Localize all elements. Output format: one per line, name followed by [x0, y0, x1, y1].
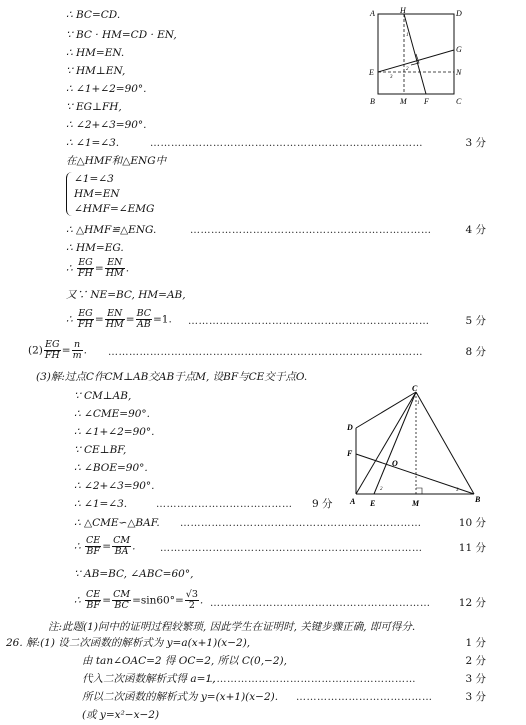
label-F: F: [424, 97, 429, 106]
proof-line: ∵ EG⊥FH,: [66, 101, 122, 113]
label-B: B: [475, 495, 481, 504]
label-G: G: [456, 45, 462, 54]
proof-line: 又∵ NE=BC, HM=AB,: [66, 289, 186, 301]
angle-3: 3: [456, 488, 459, 493]
label-D: D: [347, 423, 353, 432]
score-label: 1 分: [465, 637, 486, 649]
label-M: M: [412, 499, 420, 508]
score-label: 11 分: [458, 542, 486, 554]
label-H: H: [400, 6, 406, 15]
label-A: A: [370, 9, 375, 18]
right-angle-mark: [416, 488, 422, 494]
geometry-figure-square: [366, 6, 466, 110]
proof-line: ∵ AB=BC, ∠ABC=60°,: [74, 568, 194, 580]
score-leader: ………………………………………………………: [210, 598, 431, 609]
segment-dc: [356, 392, 416, 428]
label-C: C: [456, 97, 462, 106]
proof-line: ∴ HM=EN.: [66, 47, 125, 59]
label-A: A: [350, 497, 356, 506]
proof-line: ∴ ∠2+∠3=90°.: [74, 480, 155, 492]
note-line: 注:此题(1)问中的证明过程较繁琐, 因此学生在证明时, 关键步骤正确, 即可得分.: [48, 621, 416, 633]
segment-bc: [416, 392, 474, 494]
proof-line: ∠1=∠3: [74, 173, 114, 185]
proof-line: ∴ ∠CME=90°.: [74, 408, 151, 420]
question-26-line: 26. 解:(1) 设二次函数的解析式为 y=a(x+1)(x−2),: [6, 637, 251, 649]
fraction-equation: ∴ $\frac{EG}{FH}$ = $\frac{EN}{HM}$ .: [66, 257, 130, 279]
label-F: F: [347, 449, 353, 458]
score-label: 12 分: [458, 597, 486, 609]
score-leader: …………………………………: [296, 692, 433, 703]
angle-1: 1: [417, 401, 420, 406]
score-leader: …………………………………: [156, 499, 293, 510]
proof-line: ∴ BC=CD.: [66, 9, 121, 21]
segment-ca: [356, 392, 416, 494]
segment-eg: [378, 50, 454, 72]
proof-line: ∴ HM=EG.: [66, 242, 124, 254]
proof-line: ∴ ∠2+∠3=90°.: [66, 119, 147, 131]
proof-line: ∠HMF=∠EMG: [74, 203, 155, 215]
segment-hf: [404, 14, 426, 94]
score-label: 10 分: [458, 517, 486, 529]
angle-3: 3: [390, 75, 393, 80]
score-leader: ………………………………………………………………………………: [108, 347, 423, 358]
proof-line: 代入二次函数解析式得 a=1,: [82, 673, 216, 685]
score-label: 3 分: [465, 691, 486, 703]
label-E: E: [370, 499, 376, 508]
label-E: E: [369, 68, 374, 77]
score-label: 4 分: [465, 224, 486, 236]
score-leader: ……………………………………………………………: [190, 225, 432, 236]
proof-line: ∴ ∠BOE=90°.: [74, 462, 148, 474]
score-leader: ……………………………………………………………: [188, 316, 430, 327]
fraction-equation: ∴ $\frac{CE}{BF}$ = $\frac{CM}{BC}$ =sin60°= $\frac{√3}{2}$ .: [74, 589, 204, 611]
proof-line: ∴ ∠1+∠2=90°.: [74, 426, 155, 438]
label-D: D: [456, 9, 462, 18]
score-leader: ……………………………………………………: [206, 674, 416, 685]
label-C: C: [412, 384, 418, 393]
angle-2: 2: [406, 67, 409, 72]
proof-line: ∵ CE⊥BF,: [74, 444, 127, 456]
score-label: 2 分: [465, 655, 486, 667]
proof-line: ∴ ∠1=∠3.: [74, 498, 128, 510]
proof-line: ∴ △CME∽△BAF.: [74, 517, 160, 529]
proof-line: 在△HMF和△ENG中: [66, 155, 167, 167]
proof-line: ∴ △HMF≌△ENG.: [66, 224, 157, 236]
proof-line: ∴ ∠1=∠3.: [66, 137, 120, 149]
segment-ce: [374, 392, 416, 494]
angle-1: 1: [406, 33, 409, 38]
system-brace: [66, 172, 73, 216]
score-label: 3 分: [465, 137, 486, 149]
geometry-figure-triangle: [344, 384, 484, 512]
score-label: 9 分: [312, 498, 333, 510]
angle-2: 2: [380, 487, 383, 492]
fraction-equation: ∴ $\frac{CE}{BF}$ = $\frac{CM}{BA}$ .: [74, 535, 136, 557]
proof-line: (或 y=x²−x−2): [82, 709, 160, 721]
score-leader: …………………………………………………………………: [160, 543, 423, 554]
fraction-equation: (2) $\frac{EG}{FH}$ = $\frac{n}{m}$ .: [28, 339, 87, 361]
proof-line: ∵ HM⊥EN,: [66, 65, 126, 77]
proof-line: ∵ CM⊥AB,: [74, 390, 132, 402]
score-leader: ……………………………………………………………………: [150, 138, 423, 149]
fraction-equation: ∴ $\frac{EG}{FH}$ = $\frac{EN}{HM}$ = $\frac{BC}{AB}$ =1.: [66, 308, 172, 330]
proof-line: 由 tan∠OAC=2 得 OC=2, 所以 C(0,−2),: [82, 655, 287, 667]
label-M: M: [400, 97, 407, 106]
proof-line: ∴ ∠1+∠2=90°.: [66, 83, 147, 95]
label-N: N: [456, 68, 462, 77]
label-B: B: [370, 97, 375, 106]
score-label: 5 分: [465, 315, 486, 327]
proof-line: (3)解:过点C作CM⊥AB交AB于点M, 设BF与CE交于点O.: [36, 371, 308, 383]
proof-line: 所以二次函数的解析式为 y=(x+1)(x−2).: [82, 691, 279, 703]
score-leader: ……………………………………………………………: [180, 518, 422, 529]
proof-line: ∵ BC · HM=CD · EN,: [66, 29, 177, 41]
proof-line: HM=EN: [74, 188, 120, 200]
score-label: 3 分: [465, 673, 486, 685]
score-label: 8 分: [465, 346, 486, 358]
label-O: O: [392, 459, 398, 468]
